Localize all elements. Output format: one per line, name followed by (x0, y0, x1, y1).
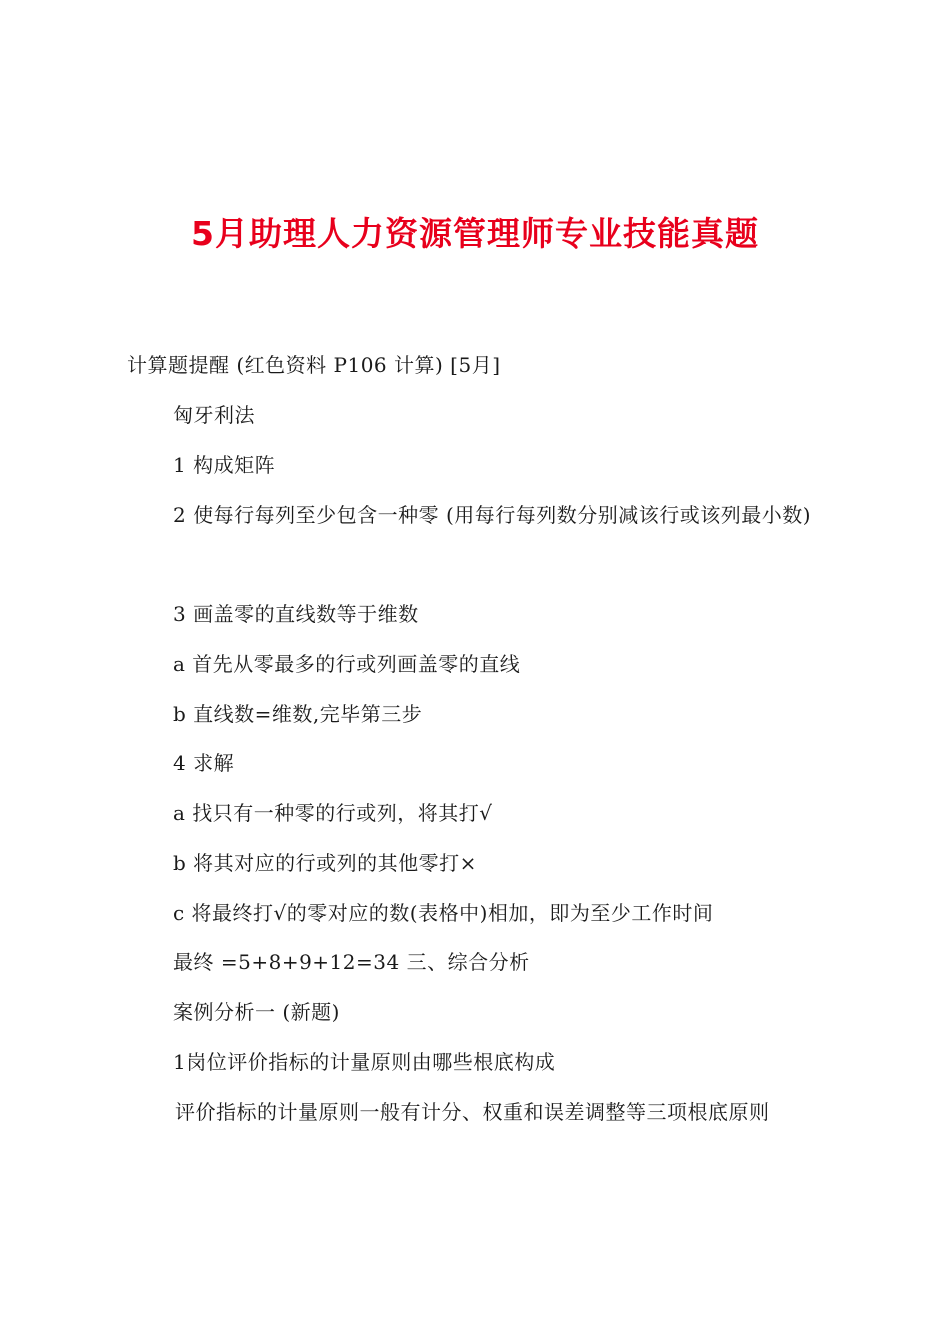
paragraph-case-analysis: 案例分析一 (新题) (173, 1000, 340, 1024)
paragraph-step-4c: c 将最终打√的零对应的数(表格中)相加，即为至少工作时间 (173, 901, 714, 925)
paragraph-step-3b: b 直线数=维数,完毕第三步 (173, 702, 423, 726)
document-title: 5月助理人力资源管理师专业技能真题 (191, 214, 759, 253)
paragraph-step-4b: b 将其对应的行或列的其他零打× (173, 851, 477, 875)
paragraph-final-result: 最终 =5+8+9+12=34 三、综合分析 (173, 950, 530, 974)
paragraph-calc-reminder: 计算题提醒 (红色资料 P106 计算) [5月] (127, 353, 501, 377)
paragraph-step-1: 1 构成矩阵 (173, 453, 276, 477)
paragraph-step-4: 4 求解 (173, 751, 235, 775)
paragraph-answer-1: 评价指标的计量原则一般有计分、权重和误差调整等三项根底原则 (175, 1100, 770, 1124)
paragraph-step-2: 2 使每行每列至少包含一种零 (用每行每列数分别减该行或该列最小数) (173, 503, 812, 527)
paragraph-question-1: 1岗位评价指标的计量原则由哪些根底构成 (173, 1050, 556, 1074)
paragraph-step-4a: a 找只有一种零的行或列，将其打√ (173, 801, 493, 825)
paragraph-step-3a: a 首先从零最多的行或列画盖零的直线 (173, 652, 521, 676)
paragraph-step-3: 3 画盖零的直线数等于维数 (173, 602, 419, 626)
paragraph-hungarian-method: 匈牙利法 (173, 403, 255, 427)
